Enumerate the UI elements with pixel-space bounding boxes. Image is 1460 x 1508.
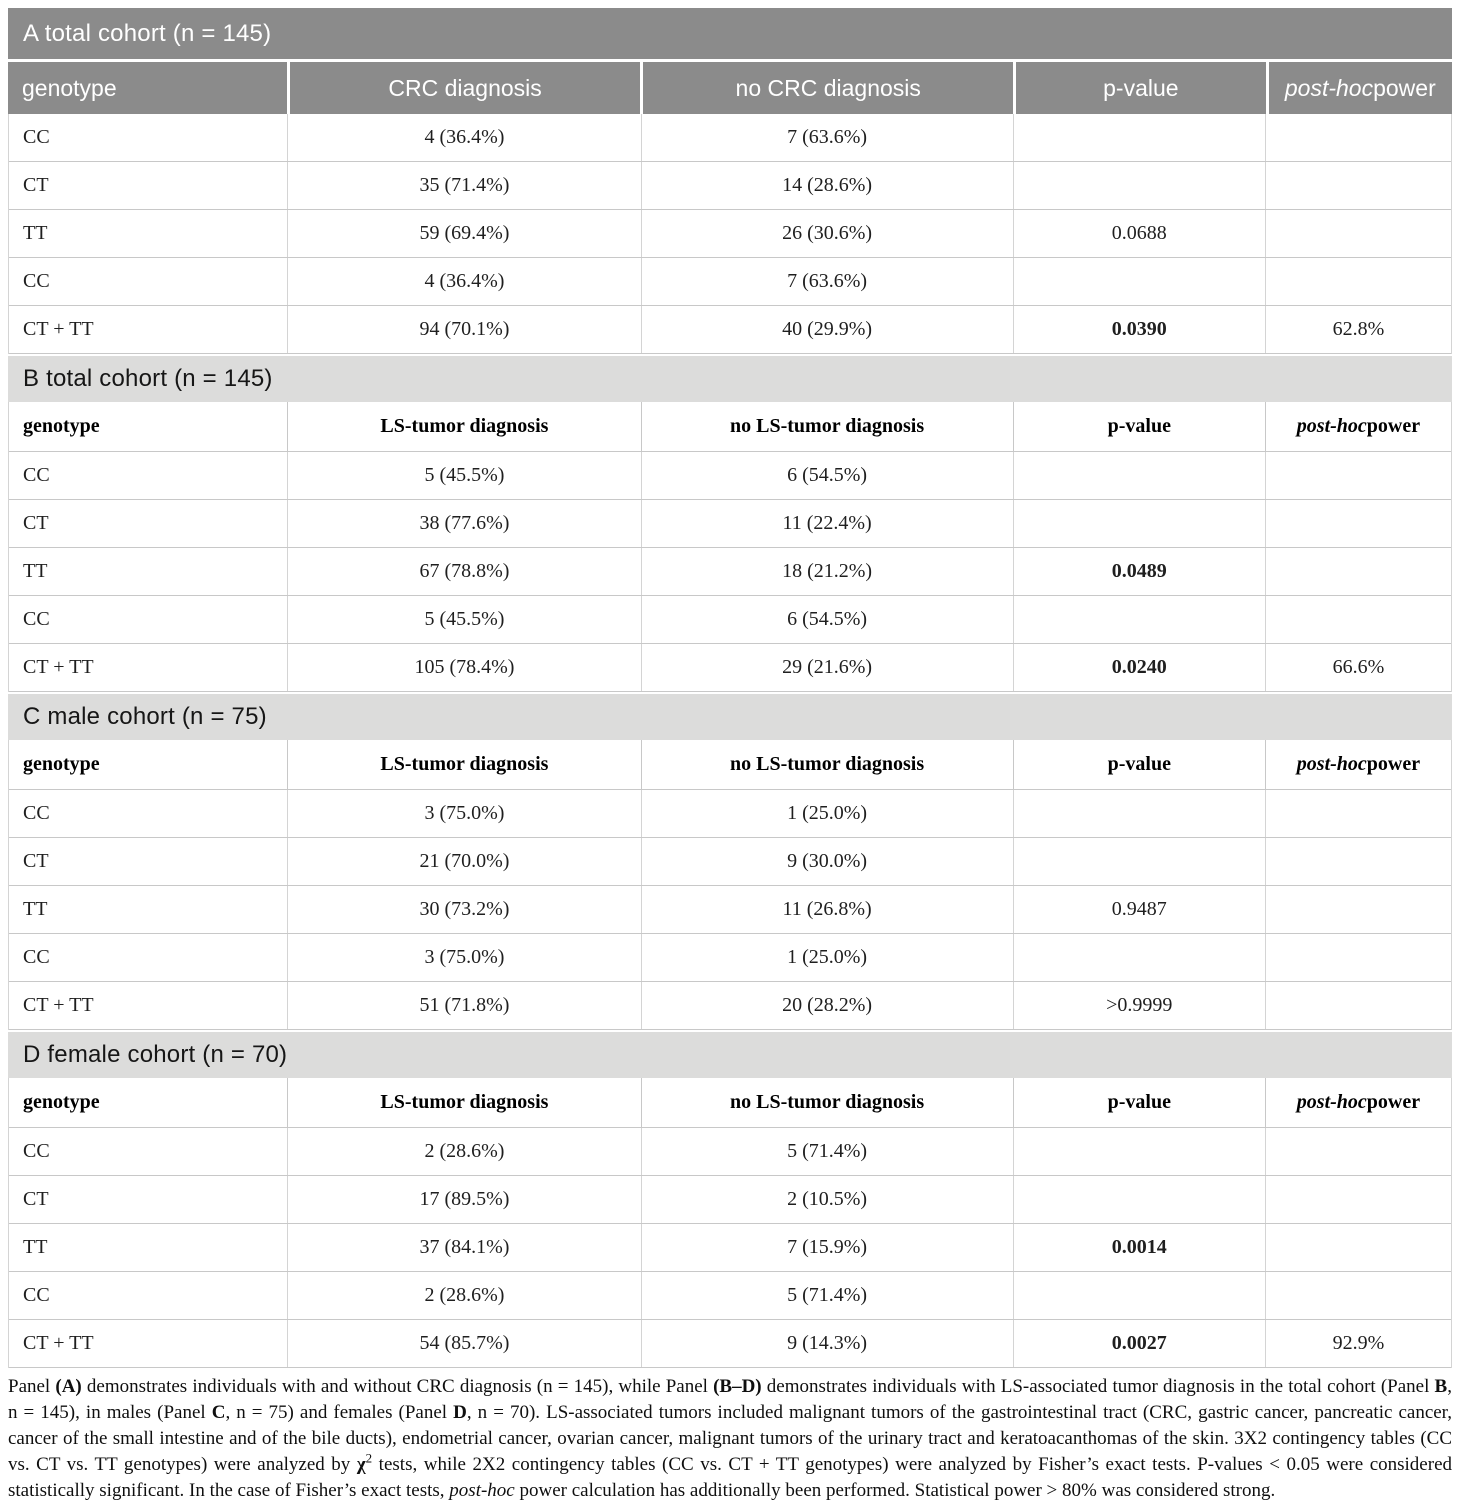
p-value-cell bbox=[1013, 452, 1265, 499]
p-value-cell bbox=[1013, 114, 1265, 161]
p-value-cell: 0.0240 bbox=[1013, 644, 1265, 691]
table-row bbox=[9, 162, 1451, 210]
diagnosis-cell: 2 (28.6%) bbox=[287, 1272, 640, 1319]
col-header-genotype: genotype bbox=[23, 415, 100, 437]
panel-d-data-grid bbox=[8, 1078, 1452, 1368]
no-diagnosis-cell: 2 (10.5%) bbox=[641, 1176, 1013, 1223]
diagnosis-cell: 3 (75.0%) bbox=[287, 790, 640, 837]
genotype-cell: CC bbox=[23, 802, 50, 824]
power-cell bbox=[1265, 1128, 1451, 1175]
genotype-cell: CC bbox=[23, 608, 50, 630]
col-header-no-diagnosis: no LS-tumor diagnosis bbox=[641, 740, 1013, 789]
col-header-genotype: genotype bbox=[23, 1091, 100, 1113]
col-header-p-value: p-value bbox=[1013, 1078, 1265, 1127]
col-header-no-diagnosis: no LS-tumor diagnosis bbox=[641, 402, 1013, 451]
diagnosis-cell: 17 (89.5%) bbox=[287, 1176, 640, 1223]
diagnosis-cell: 4 (36.4%) bbox=[287, 114, 640, 161]
p-value-cell bbox=[1013, 1176, 1265, 1223]
col-header-no-diagnosis: no CRC diagnosis bbox=[640, 62, 1013, 114]
diagnosis-cell: 3 (75.0%) bbox=[287, 934, 640, 981]
caption-panel-c-ref: C bbox=[211, 1402, 226, 1423]
power-label: power bbox=[1366, 1091, 1421, 1113]
table-row bbox=[9, 306, 1451, 354]
p-value-cell bbox=[1013, 258, 1265, 305]
power-cell bbox=[1265, 114, 1451, 161]
panel-d-title: D female cohort (n = 70) bbox=[8, 1032, 1452, 1078]
power-cell bbox=[1265, 790, 1451, 837]
table-row bbox=[9, 886, 1451, 934]
genotype-cell: CT bbox=[23, 174, 49, 196]
caption-text: demonstrates individuals with LS-associated tumor diagnosis in the total cohort (Panel bbox=[761, 1376, 1435, 1397]
caption-text: tests, while 2X2 contingency tables (CC vs. CT + TT genotypes) were analyzed by Fisher’s exact tests. P-values < 0.05 were considered statistically significant. In the case of Fisher’s exact tests, bbox=[8, 1454, 1452, 1501]
p-value-cell bbox=[1013, 934, 1265, 981]
p-value-cell: 0.0027 bbox=[1013, 1320, 1265, 1367]
diagnosis-cell: 4 (36.4%) bbox=[287, 258, 640, 305]
no-diagnosis-cell: 14 (28.6%) bbox=[641, 162, 1013, 209]
power-cell bbox=[1265, 886, 1451, 933]
diagnosis-cell: 105 (78.4%) bbox=[287, 644, 640, 691]
genotype-cell: TT bbox=[23, 560, 48, 582]
panel-d-female-cohort bbox=[8, 1032, 1452, 1368]
genotype-cell: CC bbox=[23, 1284, 50, 1306]
col-header-p-value: p-value bbox=[1013, 402, 1265, 451]
posthoc-label: post-hoc bbox=[1284, 74, 1374, 101]
table-row bbox=[9, 548, 1451, 596]
diagnosis-cell: 37 (84.1%) bbox=[287, 1224, 640, 1271]
no-diagnosis-cell: 11 (22.4%) bbox=[641, 500, 1013, 547]
p-value-cell: 0.0390 bbox=[1013, 306, 1265, 353]
figure-caption bbox=[8, 1374, 1452, 1508]
no-diagnosis-cell: 6 (54.5%) bbox=[641, 596, 1013, 643]
no-diagnosis-cell: 1 (25.0%) bbox=[641, 934, 1013, 981]
col-header-genotype: genotype bbox=[8, 62, 287, 114]
col-header-posthoc-power bbox=[1265, 402, 1451, 451]
diagnosis-cell: 5 (45.5%) bbox=[287, 452, 640, 499]
table-row bbox=[9, 1320, 1451, 1368]
posthoc-label: post-hoc bbox=[1296, 415, 1367, 437]
power-label: power bbox=[1366, 415, 1421, 437]
p-value-cell bbox=[1013, 1272, 1265, 1319]
col-header-p-value: p-value bbox=[1013, 740, 1265, 789]
p-value-cell: 0.0489 bbox=[1013, 548, 1265, 595]
chi-squared-exponent: 2 bbox=[365, 1450, 373, 1466]
genotype-cell: CC bbox=[23, 126, 50, 148]
no-diagnosis-cell: 29 (21.6%) bbox=[641, 644, 1013, 691]
panel-c-data-grid bbox=[8, 740, 1452, 1030]
no-diagnosis-cell: 9 (14.3%) bbox=[641, 1320, 1013, 1367]
col-header-diagnosis: LS-tumor diagnosis bbox=[287, 402, 640, 451]
col-header-diagnosis: LS-tumor diagnosis bbox=[287, 1078, 640, 1127]
diagnosis-cell: 35 (71.4%) bbox=[287, 162, 640, 209]
panel-d-column-header-row bbox=[9, 1078, 1451, 1128]
p-value-cell: 0.9487 bbox=[1013, 886, 1265, 933]
table-row bbox=[9, 644, 1451, 692]
panel-a-column-header-row bbox=[8, 62, 1452, 114]
panel-b-data-grid bbox=[8, 402, 1452, 692]
genotype-cell: CT + TT bbox=[23, 656, 94, 678]
no-diagnosis-cell: 20 (28.2%) bbox=[641, 982, 1013, 1029]
power-cell bbox=[1265, 162, 1451, 209]
power-label: power bbox=[1373, 74, 1436, 101]
col-header-genotype: genotype bbox=[23, 753, 100, 775]
genotype-cell: CC bbox=[23, 270, 50, 292]
no-diagnosis-cell: 11 (26.8%) bbox=[641, 886, 1013, 933]
panel-b-column-header-row bbox=[9, 402, 1451, 452]
power-cell bbox=[1265, 934, 1451, 981]
diagnosis-cell: 5 (45.5%) bbox=[287, 596, 640, 643]
p-value-cell bbox=[1013, 596, 1265, 643]
genotype-cell: CT bbox=[23, 1188, 49, 1210]
caption-text: demonstrates individuals with and without CRC diagnosis (n = 145), while Panel bbox=[81, 1376, 714, 1397]
panel-b-total-cohort bbox=[8, 356, 1452, 692]
power-cell: 92.9% bbox=[1265, 1320, 1451, 1367]
table-row bbox=[9, 1176, 1451, 1224]
table-row bbox=[9, 982, 1451, 1030]
p-value-cell bbox=[1013, 162, 1265, 209]
power-cell bbox=[1265, 596, 1451, 643]
power-cell bbox=[1265, 258, 1451, 305]
table-row bbox=[9, 258, 1451, 306]
no-diagnosis-cell: 5 (71.4%) bbox=[641, 1272, 1013, 1319]
table-row bbox=[9, 452, 1451, 500]
genotype-cell: CC bbox=[23, 946, 50, 968]
power-cell bbox=[1265, 210, 1451, 257]
caption-panel-bd-ref: (B–D) bbox=[713, 1376, 762, 1397]
caption-text: Panel bbox=[8, 1376, 56, 1397]
col-header-no-diagnosis: no LS-tumor diagnosis bbox=[641, 1078, 1013, 1127]
power-cell bbox=[1265, 548, 1451, 595]
caption-panel-a-ref: (A) bbox=[55, 1376, 82, 1397]
p-value-cell: 0.0688 bbox=[1013, 210, 1265, 257]
table-row bbox=[9, 934, 1451, 982]
power-cell bbox=[1265, 1224, 1451, 1271]
diagnosis-cell: 51 (71.8%) bbox=[287, 982, 640, 1029]
table-row bbox=[9, 210, 1451, 258]
table-row bbox=[9, 114, 1451, 162]
power-cell bbox=[1265, 452, 1451, 499]
diagnosis-cell: 94 (70.1%) bbox=[287, 306, 640, 353]
table-row bbox=[9, 838, 1451, 886]
no-diagnosis-cell: 7 (63.6%) bbox=[641, 114, 1013, 161]
col-header-posthoc-power bbox=[1266, 62, 1452, 114]
power-label: power bbox=[1366, 753, 1421, 775]
power-cell bbox=[1265, 500, 1451, 547]
diagnosis-cell: 59 (69.4%) bbox=[287, 210, 640, 257]
no-diagnosis-cell: 9 (30.0%) bbox=[641, 838, 1013, 885]
no-diagnosis-cell: 1 (25.0%) bbox=[641, 790, 1013, 837]
caption-panel-d-ref: D bbox=[453, 1402, 467, 1423]
chi-symbol: χ bbox=[356, 1454, 366, 1475]
panel-c-column-header-row bbox=[9, 740, 1451, 790]
table-row bbox=[9, 1224, 1451, 1272]
power-cell bbox=[1265, 838, 1451, 885]
genotype-cell: CT + TT bbox=[23, 1332, 94, 1354]
no-diagnosis-cell: 40 (29.9%) bbox=[641, 306, 1013, 353]
table-row bbox=[9, 1128, 1451, 1176]
genotype-cell: CT bbox=[23, 850, 49, 872]
panel-b-title: B total cohort (n = 145) bbox=[8, 356, 1452, 402]
col-header-posthoc-power bbox=[1265, 740, 1451, 789]
posthoc-label: post-hoc bbox=[1296, 1091, 1367, 1113]
diagnosis-cell: 54 (85.7%) bbox=[287, 1320, 640, 1367]
genotype-cell: CC bbox=[23, 1140, 50, 1162]
table-row bbox=[9, 1272, 1451, 1320]
p-value-cell bbox=[1013, 838, 1265, 885]
diagnosis-cell: 38 (77.6%) bbox=[287, 500, 640, 547]
genotype-cell: CT + TT bbox=[23, 994, 94, 1016]
no-diagnosis-cell: 5 (71.4%) bbox=[641, 1128, 1013, 1175]
power-cell bbox=[1265, 982, 1451, 1029]
p-value-cell bbox=[1013, 500, 1265, 547]
power-cell: 66.6% bbox=[1265, 644, 1451, 691]
diagnosis-cell: 21 (70.0%) bbox=[287, 838, 640, 885]
p-value-cell: >0.9999 bbox=[1013, 982, 1265, 1029]
diagnosis-cell: 2 (28.6%) bbox=[287, 1128, 640, 1175]
genotype-cell: CT + TT bbox=[23, 318, 94, 340]
no-diagnosis-cell: 7 (63.6%) bbox=[641, 258, 1013, 305]
table-row bbox=[9, 500, 1451, 548]
panel-c-male-cohort bbox=[8, 694, 1452, 1030]
col-header-diagnosis: CRC diagnosis bbox=[287, 62, 641, 114]
power-cell bbox=[1265, 1176, 1451, 1223]
genotype-cell: TT bbox=[23, 898, 48, 920]
caption-text: , n = 70). LS-associated tumors included malignant tumors of the gastrointestinal tract (CRC, gastric cancer, pancreatic cancer, cancer of the small intestine and of the bile ducts), endometrial cancer, ovarian cancer, malignant tumors of the urinary tract and keratoacanthomas of the skin. 3X2 contingency tables (CC vs. CT vs. TT genotypes) were analyzed by bbox=[8, 1402, 1452, 1475]
no-diagnosis-cell: 7 (15.9%) bbox=[641, 1224, 1013, 1271]
caption-panel-b-ref: B bbox=[1434, 1376, 1448, 1397]
genotype-cell: CT bbox=[23, 512, 49, 534]
panel-a-data-grid bbox=[8, 114, 1452, 354]
col-header-p-value: p-value bbox=[1013, 62, 1266, 114]
col-header-diagnosis: LS-tumor diagnosis bbox=[287, 740, 640, 789]
table-row bbox=[9, 596, 1451, 644]
caption-text: , n = 75) and females (Panel bbox=[225, 1402, 454, 1423]
p-value-cell bbox=[1013, 790, 1265, 837]
no-diagnosis-cell: 18 (21.2%) bbox=[641, 548, 1013, 595]
panel-a-title: A total cohort (n = 145) bbox=[8, 8, 1452, 62]
panel-c-title: C male cohort (n = 75) bbox=[8, 694, 1452, 740]
panel-a-total-cohort bbox=[8, 8, 1452, 354]
caption-text: power calculation has additionally been performed. Statistical power > 80% was considered strong. bbox=[514, 1480, 1276, 1501]
no-diagnosis-cell: 6 (54.5%) bbox=[641, 452, 1013, 499]
genotype-cell: CC bbox=[23, 464, 50, 486]
genotype-cell: TT bbox=[23, 1236, 48, 1258]
p-value-cell: 0.0014 bbox=[1013, 1224, 1265, 1271]
posthoc-label: post-hoc bbox=[1296, 753, 1367, 775]
caption-text: , n = 145), in males (Panel bbox=[8, 1376, 1452, 1423]
table-row bbox=[9, 790, 1451, 838]
genotype-cell: TT bbox=[23, 222, 48, 244]
posthoc-term: post-hoc bbox=[449, 1480, 515, 1501]
p-value-cell bbox=[1013, 1128, 1265, 1175]
power-cell bbox=[1265, 1272, 1451, 1319]
diagnosis-cell: 67 (78.8%) bbox=[287, 548, 640, 595]
diagnosis-cell: 30 (73.2%) bbox=[287, 886, 640, 933]
power-cell: 62.8% bbox=[1265, 306, 1451, 353]
no-diagnosis-cell: 26 (30.6%) bbox=[641, 210, 1013, 257]
col-header-posthoc-power bbox=[1265, 1078, 1451, 1127]
